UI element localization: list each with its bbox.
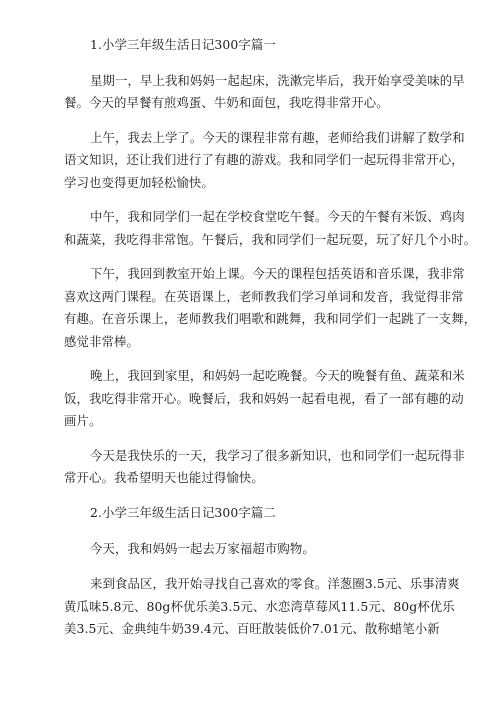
paragraph-line: 今天，我和妈妈一起去万家福超市购物。 xyxy=(90,541,315,556)
paragraph-line: 学习也变得更加轻松愉快。 xyxy=(64,175,214,190)
paragraph-line: 美3.5元、金典纯牛奶39.4元、百旺散装低价7.01元、散称蜡笔小新 xyxy=(64,621,440,636)
paragraph-line: 下午，我回到教室开始上课。今天的课程包括英语和音乐课，我非常 xyxy=(90,266,465,281)
heading-part-two: 2.小学三年级生活日记300字篇二 xyxy=(90,505,276,520)
paragraph-line: 感觉非常棒。 xyxy=(64,334,139,349)
paragraph-line: 晚上，我回到家里，和妈妈一起吃晚餐。今天的晚餐有鱼、蔬菜和米 xyxy=(90,368,465,383)
paragraph-line: 饭，我吃得非常开心。晚餐后，我和妈妈一起看电视，看了一部有趣的动 xyxy=(64,391,464,406)
paragraph-line: 来到食品区，我开始寻找自己喜欢的零食。洋葱圈3.5元、乐事清爽 xyxy=(90,576,460,591)
paragraph-line: 画片。 xyxy=(64,413,102,428)
paragraph-line: 有趣。在音乐课上，老师教我们唱歌和跳舞，我和同学们一起跳了一支舞， xyxy=(64,311,477,326)
paragraph-line: 语文知识，还让我们进行了有趣的游戏。我和同学们一起玩得非常开心， xyxy=(64,152,464,167)
paragraph-line: 中午，我和同学们一起在学校食堂吃午餐。今天的午餐有米饭、鸡肉 xyxy=(90,209,465,224)
paragraph-line: 上午，我去上学了。今天的课程非常有趣，老师给我们讲解了数学和 xyxy=(90,130,465,145)
paragraph-line: 今天是我快乐的一天，我学习了很多新知识，也和同学们一起玩得非 xyxy=(90,448,465,463)
paragraph-line: 和蔬菜，我吃得非常饱。午餐后，我和同学们一起玩耍，玩了好几个小时。 xyxy=(64,232,477,247)
paragraph-line: 黄瓜味5.8元、80g杯优乐美3.5元、水恋湾草莓风11.5元、80g杯优乐 xyxy=(64,599,455,614)
paragraph-line: 星期一，早上我和妈妈一起起床，洗漱完毕后，我开始享受美味的早 xyxy=(90,73,465,88)
paragraph-line: 常开心。我希望明天也能过得愉快。 xyxy=(64,470,264,485)
paragraph-line: 餐。今天的早餐有煎鸡蛋、牛奶和面包，我吃得非常开心。 xyxy=(64,95,389,110)
paragraph-line: 喜欢这两门课程。在英语课上，老师教我们学习单词和发音，我觉得非常 xyxy=(64,289,464,304)
heading-part-one: 1.小学三年级生活日记300字篇一 xyxy=(90,37,276,52)
